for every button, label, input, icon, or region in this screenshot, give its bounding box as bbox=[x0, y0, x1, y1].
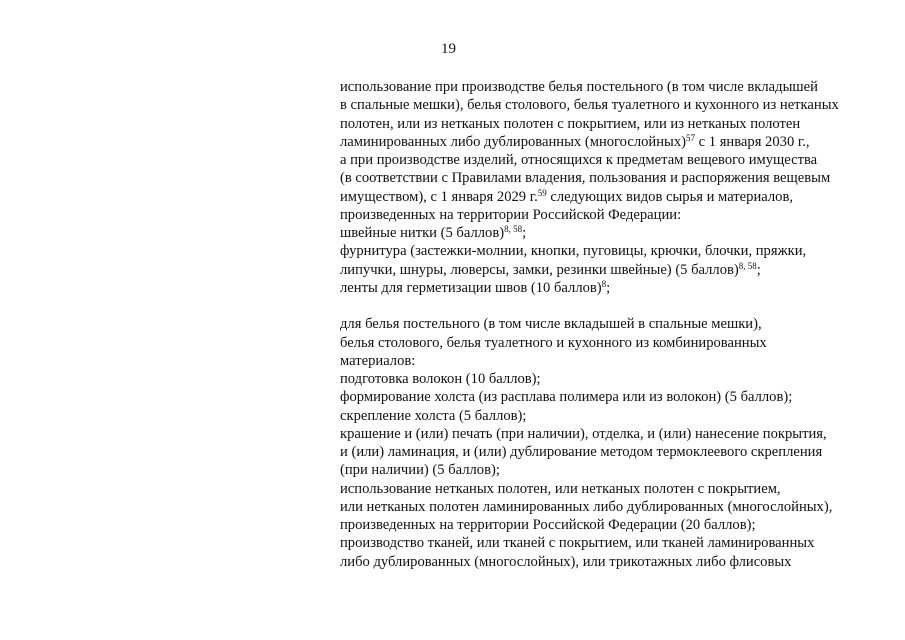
text-line-4: ламинированных либо дублированных (многослойных)$^{57}$ с 1 января 2030 г., bbox=[340, 132, 810, 150]
footnote-ref-8-58: 8, 58 bbox=[504, 224, 523, 234]
text-line-23: использование нетканых полотен, или нетканых полотен с покрытием, bbox=[340, 480, 781, 497]
page-number: 19 bbox=[441, 41, 456, 57]
text-line-12: ленты для герметизации швов (10 баллов)$^8$; bbox=[340, 278, 611, 296]
text-line-16: материалов: bbox=[340, 352, 416, 369]
text-line-9: швейные нитки (5 баллов)$^{8, 58}$; bbox=[340, 224, 527, 241]
text-line-20: крашение и (или) печать (при наличии), отделка, и (или) нанесение покрытия, bbox=[340, 425, 827, 442]
text-line-15: белья столового, белья туалетного и кухонного из комбинированных bbox=[340, 334, 767, 351]
text-line-24: или нетканых полотен ламинированных либо дублированных (многослойных), bbox=[340, 498, 833, 515]
text-line-17: подготовка волокон (10 баллов); bbox=[340, 371, 541, 387]
text-line-25: произведенных на территории Российской Федерации (20 баллов); bbox=[340, 517, 756, 533]
footnote-ref-59: 59 bbox=[537, 187, 547, 198]
text-line-6: (в соответствии с Правилами владения, пользования и распоряжения вещевым bbox=[340, 170, 831, 187]
text-line-22: (при наличии) (5 баллов); bbox=[340, 462, 500, 479]
text-line-10: фурнитура (застежки-молнии, кнопки, пуговицы, крючки, блочки, пряжки, bbox=[340, 243, 807, 260]
document-body bbox=[340, 78, 880, 571]
text-line-1: использование при производстве белья постельного (в том числе вкладышей bbox=[340, 79, 818, 95]
text-line-14: для белья постельного (в том числе вкладышей в спальные мешки), bbox=[340, 316, 762, 333]
text-line-7: имуществом), с 1 января 2029 г.$^{59}$ следующих видов сырья и материалов, bbox=[340, 187, 793, 205]
text-line-27: либо дублированных (многослойных), или трикотажных либо флисовых bbox=[340, 553, 792, 570]
text-line-18: формирование холста (из расплава полимера или из волокон) (5 баллов); bbox=[340, 389, 793, 406]
text-line-11: липучки, шнуры, люверсы, замки, резинки швейные) (5 баллов)$^{8, 58}$; bbox=[340, 260, 761, 278]
text-line-21: и (или) ламинация, и (или) дублирование методом термоклеевого скрепления bbox=[340, 444, 823, 460]
footnote-ref-8: 8 bbox=[601, 278, 607, 289]
blank-line bbox=[340, 297, 880, 315]
text-line-3: полотен, или из нетканых полотен с покрытием, или из нетканых полотен bbox=[340, 115, 801, 132]
text-line-8: произведенных на территории Российской Федерации: bbox=[340, 206, 682, 223]
text-line-19: скрепление холста (5 баллов); bbox=[340, 407, 527, 424]
footnote-ref-57: 57 bbox=[685, 132, 695, 143]
text-line-26: производство тканей, или тканей с покрытием, или тканей ламинированных bbox=[340, 535, 815, 552]
footnote-ref-8-58: 8, 58 bbox=[738, 260, 757, 271]
text-line-2: в спальные мешки), белья столового, белья туалетного и кухонного из нетканых bbox=[340, 97, 839, 114]
text-line-5: а при производстве изделий, относящихся к предметам вещевого имущества bbox=[340, 152, 818, 168]
